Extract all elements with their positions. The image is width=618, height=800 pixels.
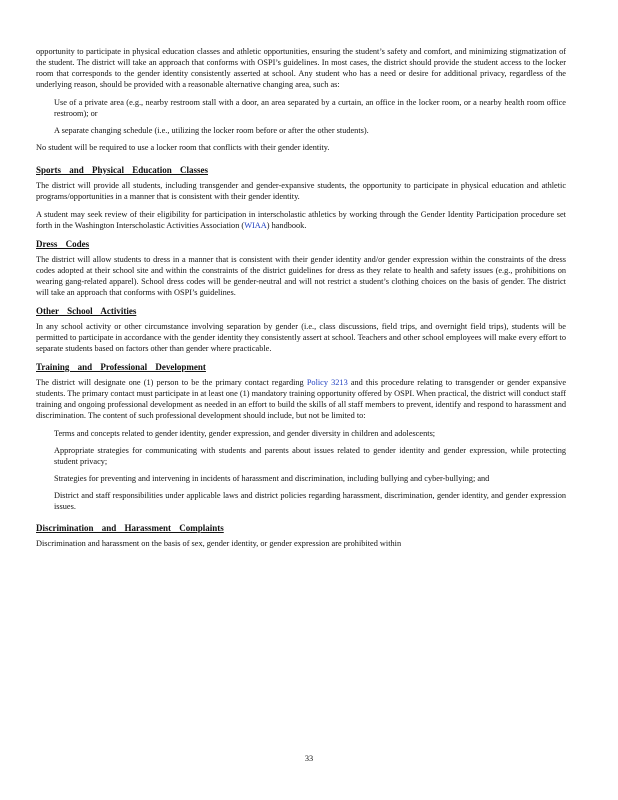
list-item: Use of a private area (e.g., nearby restroom stall with a door, an area separated by a curtain, an office in the locker room, or a nearby health room office restroom); or bbox=[54, 98, 566, 118]
privacy-options-list bbox=[36, 97, 566, 136]
list-item: Terms and concepts related to gender identity, gender expression, and gender diversity in children and adolescents; bbox=[54, 429, 436, 438]
training-topics-list bbox=[36, 428, 566, 512]
heading-sports: Sports and Physical Education Classes bbox=[36, 165, 209, 175]
sports-paragraph: The district will provide all students, including transgender and gender-expansive students, the opportunity to participate in physical education and athletic programs/opportunities in a manner that is consistent with their gender identity. bbox=[36, 181, 566, 201]
locker-room-paragraph: opportunity to participate in physical education classes and athletic opportunities, ensuring the student’s safety and comfort, and minimizing stigmatization of the student. The district will take an approach that conforms with OSPI’s guidelines. In most cases, the district should provide the student access to the locker room that corresponds to the gender identity consistently asserted at school. Any student who has a need or desire for additional privacy, regardless of the underlying reason, should be provided with a reasonable alternative changing area, such as: bbox=[36, 47, 566, 89]
list-item: Strategies for preventing and intervening in incidents of harassment and discrimination, including bullying and cyber-bullying; and bbox=[54, 474, 490, 483]
heading-dress-codes: Dress Codes bbox=[36, 239, 90, 249]
list-item: Appropriate strategies for communicating with students and parents about issues related to gender identity and gender expression, while protecting student privacy; bbox=[54, 446, 566, 466]
policy-3213-link[interactable]: Policy 3213 bbox=[306, 378, 348, 387]
wiaa-link[interactable]: WIAA bbox=[244, 221, 267, 230]
heading-discrimination: Discrimination and Harassment Complaints bbox=[36, 523, 224, 533]
other-activities-paragraph: In any school activity or other circumstance involving separation by gender (i.e., class discussions, field trips, and overnight field trips), students will be permitted to participate in accordance with the gender identity they consistently assert at school. Teachers and other school employees will make every effort to separate students based on factors other than gender where practicable. bbox=[36, 322, 566, 353]
locker-room-conflict-paragraph: No student will be required to use a locker room that conflicts with their gender identity. bbox=[36, 143, 330, 152]
wiaa-paragraph: A student may seek review of their eligibility for participation in interscholastic athletics by working through the Gender Identity Participation procedure set forth in the Washington Interscholastic Activities Association (WIAA) handbook. bbox=[36, 210, 566, 230]
heading-other-activities: Other School Activities bbox=[36, 306, 137, 316]
discrimination-paragraph: Discrimination and harassment on the basis of sex, gender identity, or gender expression are prohibited within bbox=[36, 539, 402, 548]
heading-training: Training and Professional Development bbox=[36, 362, 206, 372]
document-page bbox=[36, 46, 566, 549]
training-paragraph: The district will designate one (1) person to be the primary contact regarding Policy 3213 and this procedure relating to transgender or gender expansive students. The primary contact must participate in at least one (1) mandatory training opportunity offered by OSPI. When practical, the district will conduct staff training and ongoing professional development as needed in an effort to build the skills of all staff members to prevent, identify and respond to harassment and discrimination. The content of such professional development should include, but not be limited to: bbox=[36, 378, 567, 420]
list-item: District and staff responsibilities under applicable laws and district policies regarding harassment, discrimination, gender identity, and gender expression issues. bbox=[54, 491, 566, 511]
page-number: 33 bbox=[304, 754, 314, 763]
dress-code-paragraph: The district will allow students to dress in a manner that is consistent with their gender identity and/or gender expression within the constraints of the dress codes adopted at their school site and within the constraints of the district guidelines for dress as they relate to health and safety issues (e.g., prohibitions on wearing gang-related apparel). School dress codes will be gender-neutral and will not restrict a student’s clothing choices on the basis of gender. The district will take an approach that conforms with OSPI’s guidelines. bbox=[36, 255, 566, 297]
list-item: A separate changing schedule (i.e., utilizing the locker room before or after the other students). bbox=[54, 126, 369, 135]
